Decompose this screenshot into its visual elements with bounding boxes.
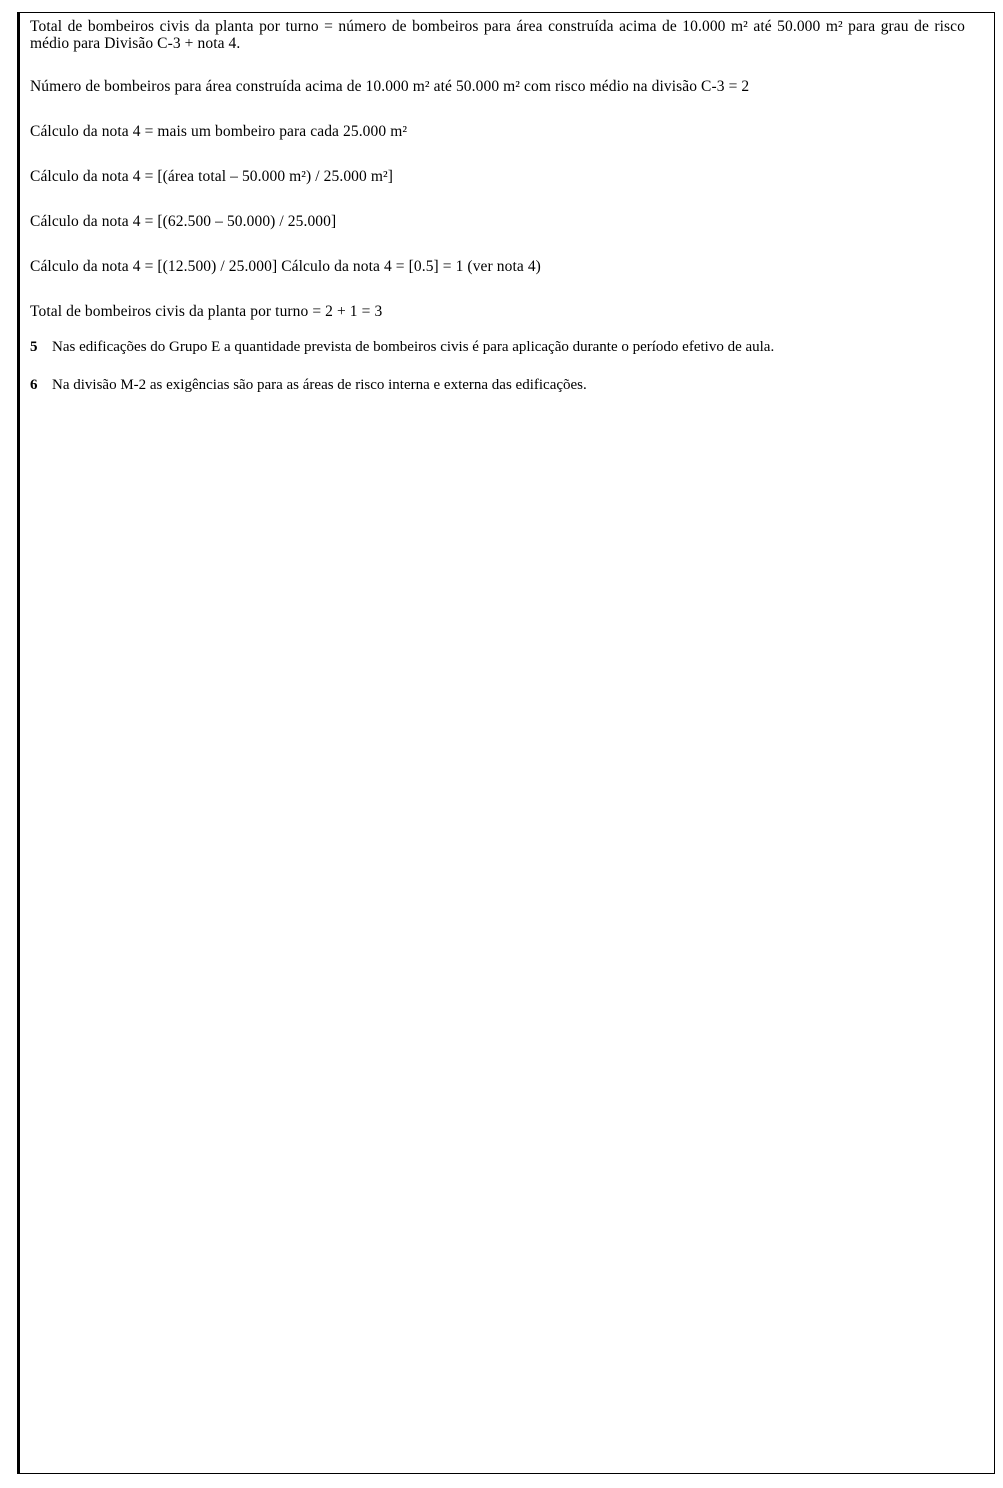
note-text: Nas edificações do Grupo E a quantidade prevista de bombeiros civis é para aplicação durante o período efetivo de aula. <box>52 339 775 355</box>
calc-note4-formula: Cálculo da nota 4 = [(área total – 50.000 m²) / 25.000 m²] <box>30 168 394 185</box>
calc-total-definition: Total de bombeiros civis da planta por turno = número de bombeiros para área construída acima de 10.000 m² até 50.000 m² para grau de risco médio para Divisão C-3 + nota 4. <box>30 18 965 52</box>
calc-note4-result: Cálculo da nota 4 = [(12.500) / 25.000] Cálculo da nota 4 = [0.5] = 1 (ver nota 4) <box>30 258 541 275</box>
note-number: 6 <box>30 377 38 393</box>
calc-note4-rule: Cálculo da nota 4 = mais um bombeiro para cada 25.000 m² <box>30 123 408 140</box>
calc-total-result: Total de bombeiros civis da planta por turno = 2 + 1 = 3 <box>30 303 383 320</box>
note-6 <box>30 377 965 394</box>
note-5 <box>30 339 965 356</box>
note-text: Na divisão M-2 as exigências são para as áreas de risco interna e externa das edificações. <box>52 377 587 393</box>
calc-base-firefighters: Número de bombeiros para área construída acima de 10.000 m² até 50.000 m² com risco médio na divisão C-3 = 2 <box>30 78 750 95</box>
note-number: 5 <box>30 339 38 355</box>
calc-note4-substitution: Cálculo da nota 4 = [(62.500 – 50.000) / 25.000] <box>30 213 337 230</box>
document-content <box>30 18 965 415</box>
